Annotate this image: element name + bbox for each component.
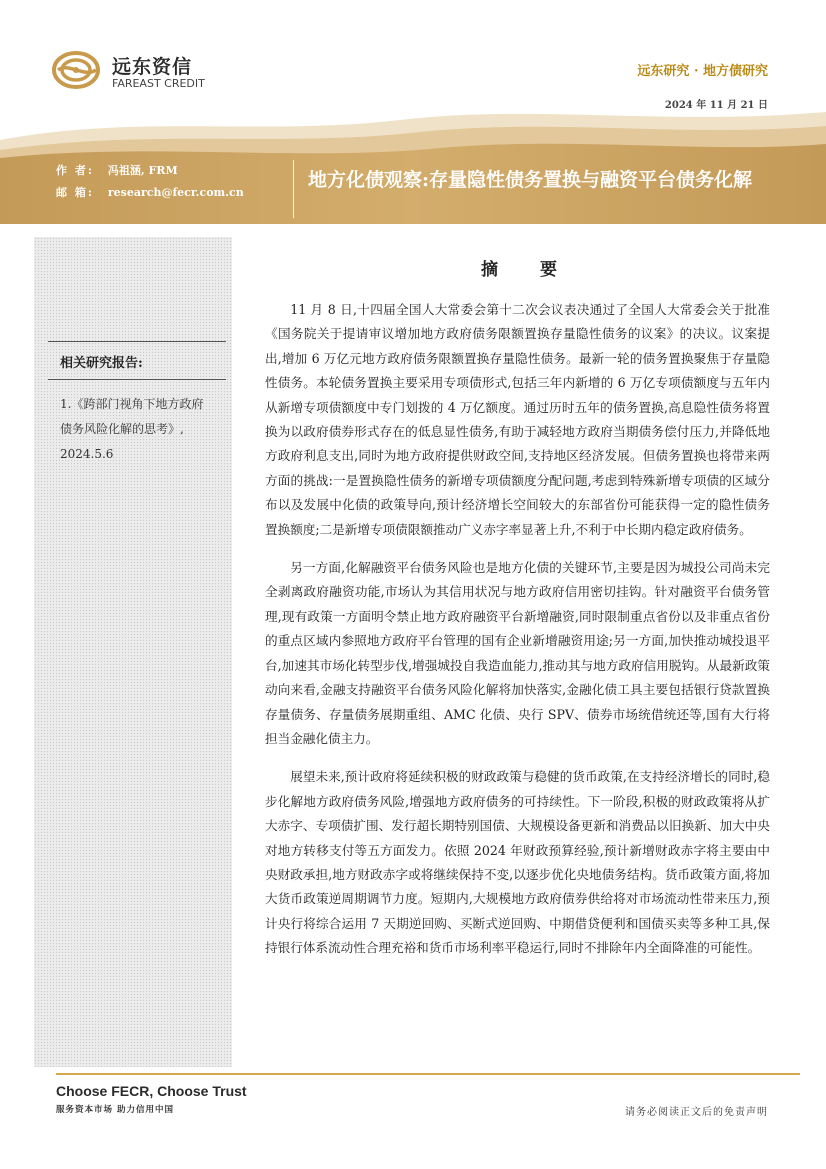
- footer-disclaimer: 请务必阅读正文后的免责声明: [625, 1107, 768, 1118]
- email-label: 邮 箱:: [56, 186, 94, 199]
- author-label: 作 者:: [56, 164, 94, 177]
- related-reports-heading: 相关研究报告:: [48, 341, 226, 380]
- footer-slogan-cn: 服务资本市场 助力信用中国: [56, 1105, 174, 1115]
- abstract-paragraph: 另一方面,化解融资平台债务风险也是地方化债的关键环节,主要是因为城投公司尚未完全剥离政府融资功能,市场认为其信用状况与地方政府信用密切挂钩。针对融资平台债务管理,现有政策一方面明令禁止地方政府融资平台新增融资,同时限制重点省份以及非重点省份的重点区域内参照地方政府平台管理的国有企业新增融资用途;另一方面,加快推动城投退平台,加速其市场化转型步伐,增强城投自我造血能力,推动其与地方政府信用脱钩。从最新政策动向来看,金融支持融资平台债务风险化解将加快落实,金融化债工具主要包括银行贷款置换存量债务、存量债务展期重组、AMC 化债、央行 SPV、债券市场统借统还等,国有大行将担当金融化债主力。: [265, 560, 770, 746]
- company-logo: [52, 50, 232, 94]
- related-reports: [48, 341, 226, 467]
- footer-slogan-en: Choose FECR, Choose Trust: [56, 1083, 247, 1099]
- logo-text-en: FAREAST CREDIT: [112, 77, 205, 90]
- related-report-item[interactable]: 1.《跨部门视角下地方政府债务风险化解的思考》, 2024.5.6: [60, 397, 204, 461]
- report-series-label: 远东研究 · 地方债研究: [637, 64, 768, 79]
- footer-divider: [56, 1073, 800, 1075]
- abstract-title: 摘 要: [481, 260, 575, 280]
- logo-text-cn: 远东资信: [112, 56, 193, 78]
- report-date: 2024 年 11 月 21 日: [664, 100, 768, 111]
- fareast-logo-icon: [52, 50, 104, 90]
- email-address[interactable]: research@fecr.com.cn: [107, 186, 244, 199]
- abstract-paragraph: 展望未来,预计政府将延续积极的财政政策与稳健的货币政策,在支持经济增长的同时,稳步化解地方政府债务风险,增强地方政府债务的可持续性。下一阶段,积极的财政政策将从扩大赤字、专项债扩围、发行超长期特别国债、大规模设备更新和消费品以旧换新、加大中央对地方转移支付等五方面发力。依照 2024 年财政预算经验,预计新增财政赤字将主要由中央财政承担,地方财政赤字或将继续保持不变,以逐步优化央地债务结构。货币政策方面,将加大货币政策逆周期调节力度。短期内,大规模地方政府债券供给将对市场流动性带来压力,预计央行将综合运用 7 天期逆回购、买断式逆回购、中期借贷便利和国债买卖等多种工具,保持银行体系流动性合理充裕和货币市场利率平稳运行,同时不排除年内全面降准的可能性。: [265, 769, 770, 956]
- sidebar: [34, 237, 232, 1067]
- author-row: [56, 160, 244, 182]
- abstract-paragraph: 11 月 8 日,十四届全国人大常委会第十二次会议表决通过了全国人大常委会关于批准《国务院关于提请审议增加地方政府债务限额置换存量隐性债务的议案》的决议。议案提出,增加 6 万亿元地方政府债务限额置换存量隐性债务。最新一轮的债务置换聚焦于存量隐性债务。本轮债务置换主要采用专项债形式,包括三年内新增的 6 万亿专项债额度与五年内从新增专项债额度中专门划拨的 4 万亿额度。通过历时五年的债务置换,高息隐性债务将置换为以政府债券形式存在的低息显性债务,有助于减轻地方政府当期债务偿付压力,并降低地方政府利息支出,同时为地方政府提供财政空间,支持地区经济发展。但债务置换也将带来两方面的挑战:一是置换隐性债务的新增专项债额度分配问题,考虑到特殊新增专项债的区域分布以及发展中化债的政策导向,预计经济增长空间较大的东部省份可能获得一定的隐性债务置换额度;二是新增专项债限额推动广义赤字率显著上升,不利于中长期内稳定政府债务。: [265, 302, 770, 537]
- author-name: 冯祖涵, FRM: [107, 164, 178, 177]
- title-divider: [293, 160, 294, 218]
- abstract-body: [265, 298, 770, 975]
- author-info: [56, 160, 244, 204]
- report-title: 地方化债观察:存量隐性债务置换与融资平台债务化解: [307, 169, 752, 191]
- email-row: [56, 182, 244, 204]
